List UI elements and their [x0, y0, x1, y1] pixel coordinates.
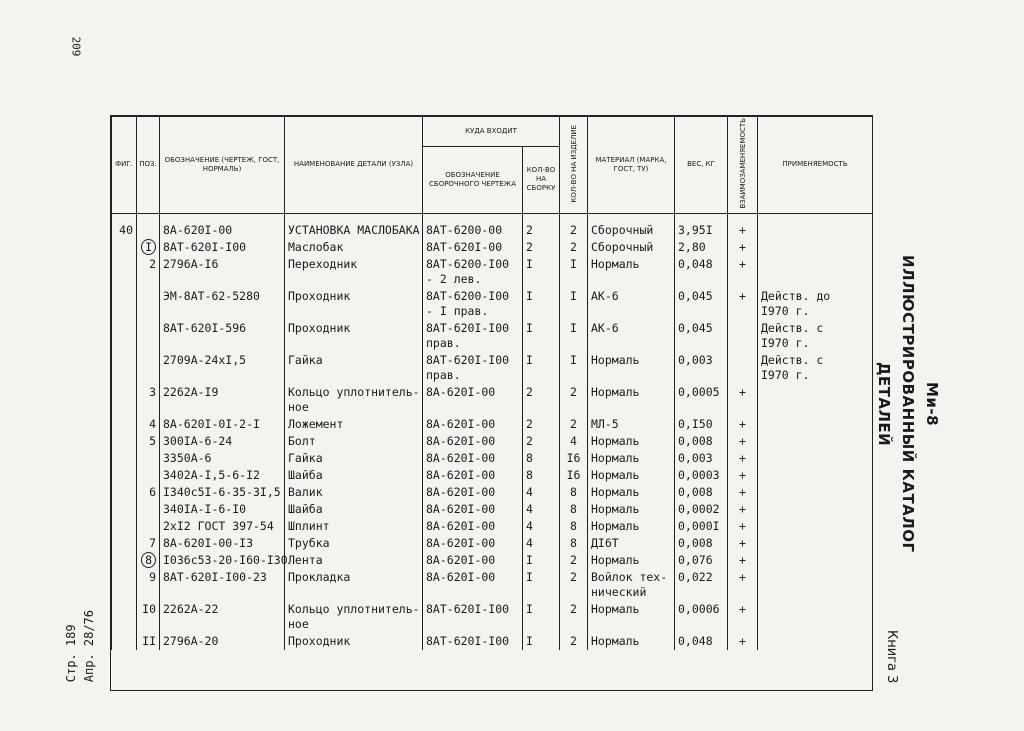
- header-weight: ВЕС, КГ: [675, 117, 728, 214]
- cell-assembly: 8А-620I-00: [423, 384, 523, 416]
- cell-fig: 40: [112, 222, 137, 239]
- cell-qa: I: [523, 352, 560, 384]
- cell-name: Кольцо уплотнитель- ное: [285, 601, 423, 633]
- cell-assembly: 8АТ-6200-I00 - I прав.: [423, 288, 523, 320]
- footer-page: Стр. 189: [64, 624, 78, 683]
- cell-fig: [112, 569, 137, 601]
- cell-designation: 2хI2 ГОСТ 397-54: [160, 518, 285, 535]
- book-label: Книга 3: [884, 630, 899, 684]
- cell-material: Нормаль: [588, 352, 675, 384]
- cell-qi: I: [560, 288, 588, 320]
- cell-qi: 2: [560, 601, 588, 633]
- cell-pos: 5: [137, 433, 160, 450]
- cell-designation: I036с53-20-I60-I30: [160, 552, 285, 569]
- catalog-title-model: Ми-8: [923, 381, 941, 427]
- parts-table-body: [112, 213, 873, 650]
- cell-name: Лента: [285, 552, 423, 569]
- cell-name: Прокладка: [285, 569, 423, 601]
- parts-table: [111, 116, 873, 650]
- cell-ic: +: [728, 535, 758, 552]
- cell-fig: [112, 416, 137, 433]
- cell-ic: +: [728, 433, 758, 450]
- cell-designation: 8А-620I-00: [160, 222, 285, 239]
- cell-pos: [137, 320, 160, 352]
- cell-assembly: 8АТ-620I-I00: [423, 601, 523, 633]
- cell-name: Валик: [285, 484, 423, 501]
- cell-assembly: 8А-620I-00: [423, 467, 523, 484]
- cell-pos: [137, 450, 160, 467]
- page-footer: [62, 610, 98, 682]
- cell-fig: [112, 501, 137, 518]
- cell-designation: 300IА-6-24: [160, 433, 285, 450]
- table-row: [112, 467, 873, 484]
- cell-ic: +: [728, 484, 758, 501]
- cell-fig: [112, 288, 137, 320]
- cell-qa: 4: [523, 484, 560, 501]
- cell-app: [758, 433, 873, 450]
- cell-material: АК-6: [588, 320, 675, 352]
- header-where-used: КУДА ВХОДИТ: [423, 117, 560, 147]
- cell-qi: 2: [560, 569, 588, 601]
- cell-material: Нормаль: [588, 552, 675, 569]
- table-row: [112, 320, 873, 352]
- cell-material: АК-6: [588, 288, 675, 320]
- cell-designation: 2709А-24хI,5: [160, 352, 285, 384]
- cell-app: [758, 416, 873, 433]
- table-row: [112, 416, 873, 433]
- table-row: [112, 552, 873, 569]
- cell-qi: 2: [560, 384, 588, 416]
- cell-qi: 2: [560, 416, 588, 433]
- cell-name: Ложемент: [285, 416, 423, 433]
- cell-qi: I: [560, 320, 588, 352]
- table-row: [112, 384, 873, 416]
- cell-fig: [112, 601, 137, 633]
- cell-ic: +: [728, 288, 758, 320]
- cell-fig: [112, 552, 137, 569]
- cell-fig: [112, 256, 137, 288]
- cell-fig: [112, 320, 137, 352]
- cell-app: [758, 467, 873, 484]
- cell-ic: +: [728, 467, 758, 484]
- cell-app: [758, 633, 873, 650]
- cell-ic: +: [728, 552, 758, 569]
- cell-assembly: 8А-620I-00: [423, 433, 523, 450]
- cell-name: Шайба: [285, 467, 423, 484]
- header-applicability: ПРИМЕНЯЕМОСТЬ: [758, 117, 873, 214]
- cell-designation: 2796А-20: [160, 633, 285, 650]
- table-row: [112, 633, 873, 650]
- cell-app: [758, 239, 873, 256]
- cell-assembly: 8А-620I-00: [423, 552, 523, 569]
- cell-designation: 8АТ-620I-596: [160, 320, 285, 352]
- cell-qi: I: [560, 352, 588, 384]
- cell-assembly: 8АТ-620I-I00: [423, 633, 523, 650]
- table-row: [112, 484, 873, 501]
- table-row: [112, 450, 873, 467]
- cell-designation: 3402А-I,5-6-I2: [160, 467, 285, 484]
- cell-pos: [137, 288, 160, 320]
- cell-weight: 0,0006: [675, 601, 728, 633]
- cell-qi: 4: [560, 433, 588, 450]
- cell-name: Проходник: [285, 320, 423, 352]
- cell-assembly: 8АТ-6200-I00 - 2 лев.: [423, 256, 523, 288]
- cell-pos: [137, 352, 160, 384]
- cell-weight: 0,0002: [675, 501, 728, 518]
- cell-material: Нормаль: [588, 633, 675, 650]
- cell-name: Гайка: [285, 352, 423, 384]
- cell-fig: [112, 518, 137, 535]
- cell-qi: 2: [560, 552, 588, 569]
- cell-weight: 3,95I: [675, 222, 728, 239]
- table-row: [112, 288, 873, 320]
- table-row: [112, 569, 873, 601]
- cell-app: [758, 535, 873, 552]
- cell-weight: 0,0003: [675, 467, 728, 484]
- cell-pos: I0: [137, 601, 160, 633]
- cell-pos: 4: [137, 416, 160, 433]
- cell-ic: +: [728, 416, 758, 433]
- cell-weight: 0,008: [675, 484, 728, 501]
- cell-material: Нормаль: [588, 450, 675, 467]
- cell-weight: 2,80: [675, 239, 728, 256]
- cell-designation: 8АТ-620I-I00-23: [160, 569, 285, 601]
- header-qty-assembly: КОЛ-ВО НА СБОРКУ: [523, 146, 560, 213]
- cell-ic: +: [728, 450, 758, 467]
- cell-qa: I: [523, 288, 560, 320]
- parts-table-frame: [110, 115, 873, 691]
- cell-name: Маслобак: [285, 239, 423, 256]
- cell-app: [758, 601, 873, 633]
- cell-material: МЛ-5: [588, 416, 675, 433]
- cell-qi: 2: [560, 222, 588, 239]
- cell-qi: I6: [560, 467, 588, 484]
- cell-material: Нормаль: [588, 501, 675, 518]
- cell-material: Нормаль: [588, 384, 675, 416]
- cell-pos: 9: [137, 569, 160, 601]
- cell-designation: 3350А-6: [160, 450, 285, 467]
- cell-name: Переходник: [285, 256, 423, 288]
- cell-app: [758, 501, 873, 518]
- cell-qa: 4: [523, 501, 560, 518]
- cell-assembly: 8АТ-620I-00: [423, 239, 523, 256]
- header-assembly-designation: ОБОЗНАЧЕНИЕ СБОРОЧНОГО ЧЕРТЕЖА: [423, 146, 523, 213]
- header-name: НАИМЕНОВАНИЕ ДЕТАЛИ (УЗЛА): [285, 117, 423, 214]
- cell-qi: I6: [560, 450, 588, 467]
- cell-ic: +: [728, 518, 758, 535]
- cell-pos: 8: [137, 552, 160, 569]
- cell-assembly: 8АТ-6200-00: [423, 222, 523, 239]
- cell-qi: 8: [560, 518, 588, 535]
- cell-app: [758, 384, 873, 416]
- cell-fig: [112, 633, 137, 650]
- cell-qa: 2: [523, 384, 560, 416]
- cell-assembly: 8А-620I-00: [423, 450, 523, 467]
- cell-fig: [112, 467, 137, 484]
- cell-assembly: 8А-620I-00: [423, 484, 523, 501]
- cell-app: [758, 450, 873, 467]
- cell-ic: +: [728, 384, 758, 416]
- cell-weight: 0,045: [675, 320, 728, 352]
- cell-assembly: 8А-620I-00: [423, 416, 523, 433]
- cell-material: Нормаль: [588, 601, 675, 633]
- cell-pos: 3: [137, 384, 160, 416]
- header-designation: ОБОЗНАЧЕНИЕ (ЧЕРТЕЖ, ГОСТ, НОРМАЛЬ): [160, 117, 285, 214]
- cell-qa: 2: [523, 433, 560, 450]
- cell-designation: 8А-620I-0I-2-I: [160, 416, 285, 433]
- cell-assembly: 8А-620I-00: [423, 518, 523, 535]
- cell-pos: 6: [137, 484, 160, 501]
- cell-material: Нормаль: [588, 484, 675, 501]
- cell-pos: [137, 518, 160, 535]
- cell-pos: [137, 501, 160, 518]
- cell-fig: [112, 384, 137, 416]
- table-row: [112, 256, 873, 288]
- cell-weight: 0,I50: [675, 416, 728, 433]
- cell-assembly: 8А-620I-00: [423, 501, 523, 518]
- cell-weight: 0,048: [675, 256, 728, 288]
- header-pos: ПОЗ.: [137, 117, 160, 214]
- cell-assembly: 8АТ-620I-I00 прав.: [423, 352, 523, 384]
- cell-ic: +: [728, 569, 758, 601]
- header-interchange: ВЗАИМОЗАМЕНЯЕМОСТЬ: [728, 117, 758, 214]
- cell-fig: [112, 484, 137, 501]
- cell-qi: 8: [560, 501, 588, 518]
- cell-designation: ЭМ-8АТ-62-5280: [160, 288, 285, 320]
- cell-pos: 2: [137, 256, 160, 288]
- cell-qa: 4: [523, 518, 560, 535]
- cell-ic: +: [728, 501, 758, 518]
- cell-app: Действ. с I970 г.: [758, 352, 873, 384]
- cell-qa: I: [523, 552, 560, 569]
- cell-qi: 2: [560, 633, 588, 650]
- table-row: [112, 433, 873, 450]
- cell-material: Сборочный: [588, 222, 675, 239]
- table-row: [112, 501, 873, 518]
- cell-designation: 2262А-I9: [160, 384, 285, 416]
- cell-ic: +: [728, 239, 758, 256]
- cell-name: Болт: [285, 433, 423, 450]
- cell-app: [758, 256, 873, 288]
- cell-qa: 2: [523, 239, 560, 256]
- table-row: [112, 601, 873, 633]
- cell-qa: I: [523, 601, 560, 633]
- cell-weight: 0,003: [675, 450, 728, 467]
- cell-name: Проходник: [285, 633, 423, 650]
- footer-date: Апр. 28/76: [82, 610, 96, 683]
- cell-ic: +: [728, 256, 758, 288]
- cell-weight: 0,008: [675, 433, 728, 450]
- header-material: МАТЕРИАЛ (МАРКА, ГОСТ, ТУ): [588, 117, 675, 214]
- cell-fig: [112, 239, 137, 256]
- table-row: [112, 535, 873, 552]
- cell-qa: 8: [523, 467, 560, 484]
- cell-weight: 0,045: [675, 288, 728, 320]
- cell-ic: +: [728, 222, 758, 239]
- cell-app: [758, 518, 873, 535]
- cell-material: ДI6Т: [588, 535, 675, 552]
- page-number-top: 209: [69, 36, 83, 57]
- cell-designation: 8АТ-620I-I00: [160, 239, 285, 256]
- cell-weight: 0,008: [675, 535, 728, 552]
- cell-app: [758, 222, 873, 239]
- cell-name: Гайка: [285, 450, 423, 467]
- cell-qi: I: [560, 256, 588, 288]
- cell-assembly: 8АТ-620I-I00 прав.: [423, 320, 523, 352]
- cell-app: [758, 569, 873, 601]
- cell-app: Действ. до I970 г.: [758, 288, 873, 320]
- cell-name: Кольцо уплотнитель- ное: [285, 384, 423, 416]
- cell-assembly: 8А-620I-00: [423, 569, 523, 601]
- cell-ic: +: [728, 601, 758, 633]
- catalog-title-text: ИЛЛЮСТРИРОВАННЫЙ КАТАЛОГ ДЕТАЛЕЙ: [875, 255, 917, 553]
- cell-weight: 0,000I: [675, 518, 728, 535]
- cell-qa: 4: [523, 535, 560, 552]
- catalog-title: [872, 214, 944, 594]
- cell-designation: 340IА-I-6-I0: [160, 501, 285, 518]
- cell-material: Нормаль: [588, 467, 675, 484]
- cell-name: Проходник: [285, 288, 423, 320]
- cell-material: Нормаль: [588, 433, 675, 450]
- cell-pos: [137, 222, 160, 239]
- cell-ic: [728, 320, 758, 352]
- cell-fig: [112, 352, 137, 384]
- cell-designation: 8А-620I-00-I3: [160, 535, 285, 552]
- cell-assembly: 8А-620I-00: [423, 535, 523, 552]
- cell-name: УСТАНОВКА МАСЛОБАКА: [285, 222, 423, 239]
- cell-fig: [112, 535, 137, 552]
- cell-material: Нормаль: [588, 518, 675, 535]
- cell-fig: [112, 450, 137, 467]
- cell-qa: 2: [523, 416, 560, 433]
- cell-weight: 0,003: [675, 352, 728, 384]
- cell-pos: II: [137, 633, 160, 650]
- cell-qi: 8: [560, 484, 588, 501]
- cell-designation: I340с5I-6-35-3I,5: [160, 484, 285, 501]
- cell-name: Трубка: [285, 535, 423, 552]
- cell-pos: 7: [137, 535, 160, 552]
- cell-weight: 0,0005: [675, 384, 728, 416]
- cell-material: Нормаль: [588, 256, 675, 288]
- cell-name: Шайба: [285, 501, 423, 518]
- cell-app: [758, 552, 873, 569]
- cell-qa: I: [523, 256, 560, 288]
- cell-qa: I: [523, 633, 560, 650]
- table-row: [112, 518, 873, 535]
- cell-designation: 2796А-I6: [160, 256, 285, 288]
- cell-material: Сборочный: [588, 239, 675, 256]
- cell-fig: [112, 433, 137, 450]
- cell-qa: 8: [523, 450, 560, 467]
- cell-pos: I: [137, 239, 160, 256]
- cell-weight: 0,076: [675, 552, 728, 569]
- cell-qa: I: [523, 569, 560, 601]
- cell-qi: 8: [560, 535, 588, 552]
- cell-app: Действ. с I970 г.: [758, 320, 873, 352]
- table-row: [112, 239, 873, 256]
- cell-weight: 0,048: [675, 633, 728, 650]
- table-row: [112, 352, 873, 384]
- cell-designation: 2262А-22: [160, 601, 285, 633]
- cell-qi: 2: [560, 239, 588, 256]
- cell-name: Шплинт: [285, 518, 423, 535]
- cell-qa: 2: [523, 222, 560, 239]
- cell-material: Войлок тех- нический: [588, 569, 675, 601]
- header-fig: ФИГ.: [112, 117, 137, 214]
- cell-ic: +: [728, 633, 758, 650]
- header-qty-product: КОЛ-ВО НА ИЗДЕЛИЕ: [560, 117, 588, 214]
- cell-qa: I: [523, 320, 560, 352]
- cell-ic: [728, 352, 758, 384]
- cell-pos: [137, 467, 160, 484]
- cell-weight: 0,022: [675, 569, 728, 601]
- table-row: [112, 222, 873, 239]
- cell-app: [758, 484, 873, 501]
